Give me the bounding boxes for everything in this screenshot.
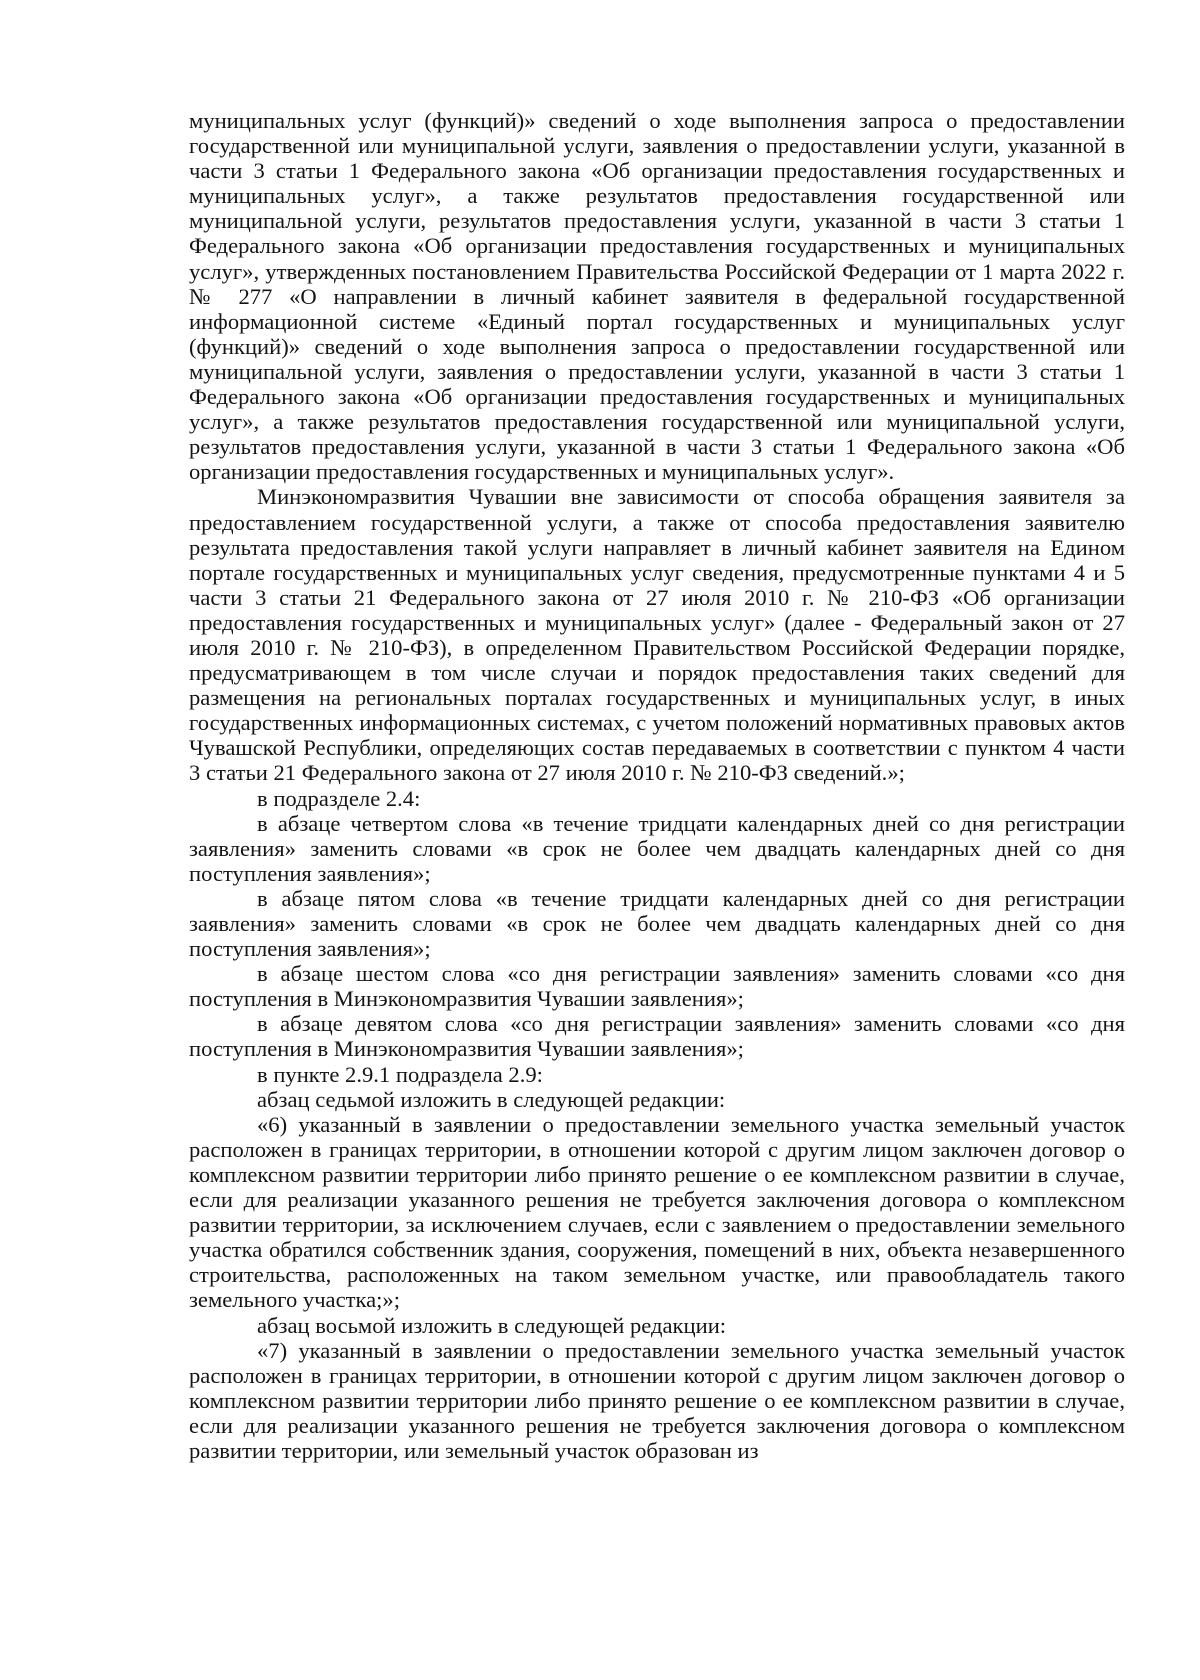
paragraph-item-7: «7) указанный в заявлении о предоставлении земельного участка земельный участок расположен в границах территории, в отношении которой с другим лицом заключен договор о комплексном развитии территории либо принято решение о ее комплексном развитии в случае, если для реализации указанного решения не требуется заключения договора о комплексном развитии территории, или земельный участок образован из — [189, 1337, 1125, 1463]
paragraph-punkt-2-9-1: в пункте 2.9.1 подраздела 2.9: — [257, 1061, 543, 1087]
paragraph-minekonomrazvitiya: Минэкономразвития Чувашии вне зависимости от способа обращения заявителя за предоставлением государственной услуги, а также от способа предоставления заявителю результата предоставления такой услуги направляет в личный кабинет заявителя на Едином портале государственных и муниципальных услуг сведения, предусмотренные пунктами 4 и 5 части 3 статьи 21 Федерального закона от 27 июля 2010 г. № 210-ФЗ «Об организации предоставления государственных и муниципальных услуг» (далее - Федеральный закон от 27 июля 2010 г. № 210-ФЗ), в определенном Правительством Российской Федерации порядке, предусматривающем в том числе случаи и порядок предоставления таких сведений для размещения на региональных порталах государственных и муниципальных услуг, в иных государственных информационных системах, с учетом положений нормативных правовых актов Чувашской Республики, определяющих состав передаваемых в соответствии с пунктом 4 части 3 статьи 21 Федерального закона от 27 июля 2010 г. № 210-ФЗ сведений.»; — [189, 484, 1125, 786]
paragraph-abzac-9: в абзаце девятом слова «со дня регистрации заявления» заменить словами «со дня поступления в Минэкономразвития Чувашии заявления»; — [189, 1011, 1125, 1062]
paragraph-abzac-8-intro: абзац восьмой изложить в следующей редакции: — [257, 1312, 727, 1338]
paragraph-abzac-6: в абзаце шестом слова «со дня регистрации заявления» заменить словами «со дня поступления в Минэкономразвития Чувашии заявления»; — [189, 961, 1125, 1012]
document-page — [189, 108, 1125, 1463]
paragraph-abzac-7-intro: абзац седьмой изложить в следующей редакции: — [257, 1086, 726, 1112]
paragraph-subsection-2-4: в подразделе 2.4: — [257, 785, 421, 811]
paragraph-abzac-5: в абзаце пятом слова «в течение тридцати календарных дней со дня регистрации заявления» заменить словами «в срок не более чем двадцать календарных дней со дня поступления заявления»; — [189, 885, 1125, 962]
paragraph-abzac-4: в абзаце четвертом слова «в течение тридцати календарных дней со дня регистрации заявления» заменить словами «в срок не более чем двадцать календарных дней со дня поступления заявления»; — [189, 810, 1125, 886]
paragraph-continuation: муниципальных услуг (функций)» сведений о ходе выполнения запроса о предоставлении государственной или муниципальной услуги, заявления о предоставлении услуги, указанной в части 3 статьи 1 Федерального закона «Об организации предоставления государственных и муниципальных услуг», а также результатов предоставления государственной или муниципальной услуги, результатов предоставления услуги, указанной в части 3 статьи 1 Федерального закона «Об организации предоставления государственных и муниципальных услуг», утвержденных постановлением Правительства Российской Федерации от 1 марта 2022 г. № 277 «О направлении в личный кабинет заявителя в федеральной государственной информационной системе «Единый портал государственных и муниципальных услуг (функций)» сведений о ходе выполнения запроса о предоставлении государственной или муниципальной услуги, заявления о предоставлении услуги, указанной в части 3 статьи 1 Федерального закона «Об организации предоставления государственных и муниципальных услуг», а также результатов предоставления государственной или муниципальной услуги, результатов предоставления услуги, указанной в части 3 статьи 1 Федерального закона «Об организации предоставления государственных и муниципальных услуг». — [189, 108, 1125, 485]
paragraph-item-6: «6) указанный в заявлении о предоставлении земельного участка земельный участок расположен в границах территории, в отношении которой с другим лицом заключен договор о комплексном развитии территории либо принято решение о ее комплексном развитии в случае, если для реализации указанного решения не требуется заключения договора о комплексном развитии территории, за исключением случаев, если с заявлением о предоставлении земельного участка обратился собственник здания, сооружения, помещений в них, объекта незавершенного строительства, расположенных на таком земельном участке, или правообладатель такого земельного участка;»; — [189, 1111, 1125, 1313]
